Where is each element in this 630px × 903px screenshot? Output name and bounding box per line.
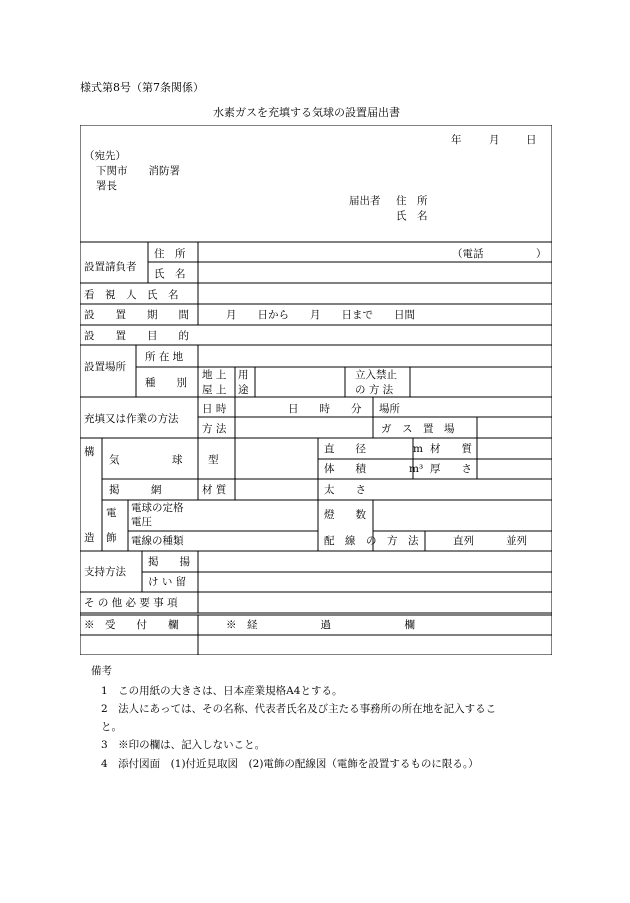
rated-voltage-label-1: 電球の定格 — [131, 502, 184, 514]
installer-label: 設置請負者 — [84, 261, 137, 273]
notes-title: 備考 — [91, 665, 112, 677]
unit-m: m — [413, 443, 423, 455]
type-label: 型 — [208, 454, 219, 466]
lamp-count-label: 燈 数 — [324, 509, 366, 521]
deco-label-1: 電 — [106, 507, 117, 519]
volume-label: 体 積 — [324, 463, 366, 475]
wire-type-label: 電線の種類 — [131, 535, 184, 547]
restriction-label-1: 立入禁止 — [355, 369, 397, 381]
note-2b: と。 — [101, 721, 122, 733]
installer-address-label: 住 所 — [154, 248, 186, 260]
location-place-label: 所 在 地 — [145, 351, 184, 363]
progress-label: ※ 経 過 欄 — [226, 619, 415, 631]
applicant-address-label: 住 所 — [396, 195, 428, 207]
note-2a: 2 法人にあっては、その名称、代表者氏名及び主たる事務所の所在地を記入するこ — [101, 703, 497, 715]
net-label: 掲 網 — [109, 484, 162, 496]
place-label: 場所 — [379, 403, 400, 415]
addressee-line2: 署長 — [96, 180, 117, 192]
roof-label: 屋 上 — [202, 384, 227, 396]
applicant-name-label: 氏 名 — [396, 210, 428, 222]
diameter-label: 直 径 — [324, 443, 366, 455]
material-label: 材 質 — [430, 443, 472, 455]
rated-voltage-label-2: 電圧 — [131, 516, 152, 528]
location-type-label: 種 別 — [145, 377, 187, 389]
restriction-label-2: の 方 法 — [355, 384, 394, 396]
note-3: 3 ※印の欄は、記入しないこと。 — [101, 739, 266, 751]
structure-label-2: 造 — [84, 532, 95, 544]
installer-name-label: 氏 名 — [154, 268, 186, 280]
gas-storage-label: ガ ス 置 場 — [381, 423, 455, 435]
location-label: 設置場所 — [84, 361, 126, 373]
date-day: 日 — [526, 134, 537, 146]
unit-m3: m³ — [409, 463, 424, 475]
addressee-label: （宛先） — [84, 150, 126, 162]
period-label: 設 置 期 間 — [84, 309, 189, 321]
support-method-label: 支持方法 — [84, 566, 126, 578]
thickness-label: 厚 さ — [430, 463, 472, 475]
other-label: そ の 他 必 要 事 項 — [84, 597, 178, 609]
form-title: 水素ガスを充填する気球の設置届出書 — [213, 106, 400, 119]
applicant-label: 届出者 — [349, 195, 381, 207]
series-label: 直列 — [453, 535, 474, 547]
method-label: 方 法 — [202, 423, 227, 435]
structure-label-1: 構 — [84, 446, 95, 458]
date-month: 月 — [489, 134, 500, 146]
use-label-1: 用 — [238, 369, 249, 381]
note-1: 1 この用紙の大きさは、日本産業規格A4とする。 — [101, 685, 343, 697]
use-label-2: 途 — [238, 384, 249, 396]
form-number: 様式第8号（第7条関係） — [80, 81, 204, 94]
note-4: 4 添付図面 (1)付近見取図 (2)電飾の配線図（電飾を設置するものに限る。） — [101, 758, 479, 770]
parallel-label: 並列 — [506, 535, 527, 547]
mooring-label: け い 留 — [148, 576, 187, 588]
net-material-label: 材 質 — [202, 484, 227, 496]
date-year: 年 — [451, 134, 462, 146]
period-value: 月 日から 月 日まで 日間 — [226, 309, 415, 321]
reception-label: ※ 受 付 欄 — [84, 619, 179, 631]
datetime-label: 日 時 — [202, 403, 227, 415]
hoist-label: 掲 揚 — [148, 556, 190, 568]
balloon-label: 気 球 — [109, 454, 183, 466]
guard-name-label: 看 視 人 氏 名 — [84, 289, 179, 301]
purpose-label: 設 置 目 的 — [84, 330, 189, 342]
filling-method-label: 充填又は作業の方法 — [84, 413, 179, 425]
deco-label-2: 飾 — [106, 532, 117, 544]
datetime-value: 日 時 分 — [288, 403, 362, 415]
wiring-method-label: 配 線 の 方 法 — [324, 535, 419, 547]
net-thickness-label: 太 さ — [324, 484, 366, 496]
ground-label: 地 上 — [202, 369, 227, 381]
addressee-line1: 下関市 消防署 — [96, 165, 180, 177]
phone-field: （電話 ） — [452, 248, 547, 260]
